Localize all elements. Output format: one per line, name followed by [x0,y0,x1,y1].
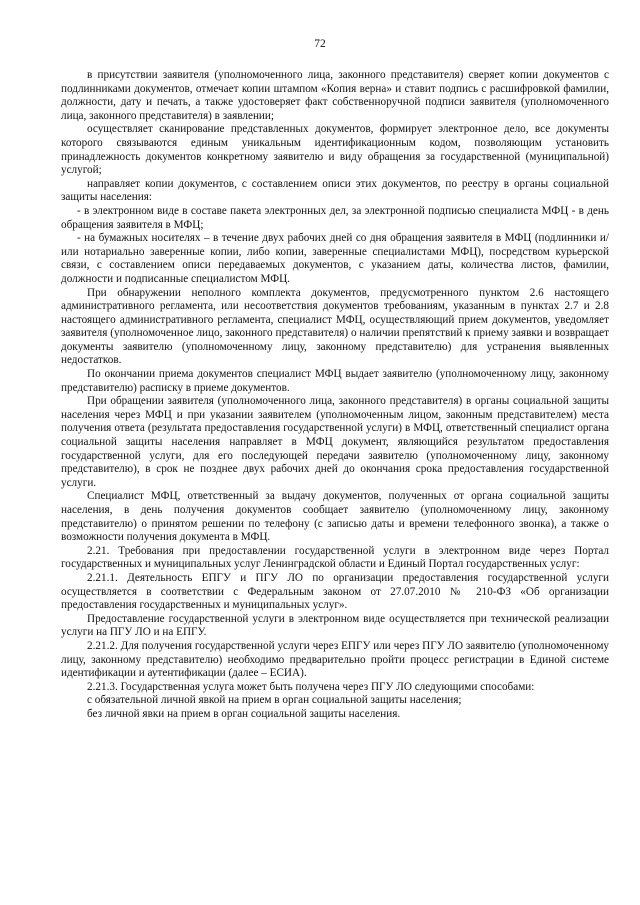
paragraph: - на бумажных носителях – в течение двух рабочих дней со дня обращения заявителя в МФЦ (подлинники и/или нотариально заверенные копии, либо копии, заверенные специалистами МФЦ), посредством курьерской связи, с составлением описи передаваемых документов, с указанием даты, количества листов, фамилии, должности и подписанные специалистом МФЦ. [61,232,609,285]
paragraph: без личной явки на прием в орган социальной защиты населения. [87,707,401,720]
page-number: 72 [314,38,326,50]
paragraph: 2.21. Требования при предоставлении государственной услуги в электронном виде через Портал государственных и муниципальных услуг Ленинградской области и Единый Портал государственных услуг: [61,544,609,571]
paragraph: При обнаружении неполного комплекта документов, предусмотренного пунктом 2.6 настоящего административного регламента, или несоответствия документов требованиям, указанным в пунктах 2.7 и 2.8 настоящего административного регламента, специалист МФЦ, осуществляющий прием документов, уведомляет заявителя (уполномоченное лицо, законного представителя) о наличии препятствий к приему заявки и возвращает документы заявителю (уполномоченному лицу, законному представителю) для устранения выявленных недостатков. [61,286,609,367]
paragraph: При обращении заявителя (уполномоченного лица, законного представителя) в органы социальной защиты населения через МФЦ и при указании заявителем (уполномоченным лицом, законным представителем) места получения ответа (результата предоставления государственной услуги) в МФЦ, ответственный специалист органа социальной защиты населения направляет в МФЦ документ, являющийся результатом предоставления государственной услуги, для его последующей передачи заявителю (уполномоченному лицу, законному представителю), в срок не позднее двух рабочих дней до окончания срока предоставления государственной услуги. [61,395,609,489]
paragraph: с обязательной личной явкой на прием в орган социальной защиты населения; [87,694,462,707]
paragraph: 2.21.2. Для получения государственной услуги через ЕПГУ или через ПГУ ЛО заявителю (уполномоченному лицу, законному представителю) необходимо предварительно пройти процесс регистрации в Единой системе идентификации и аутентификации (далее – ЕСИА). [61,639,609,680]
paragraph: направляет копии документов, с составлением описи этих документов, по реестру в органы социальной защиты населения: [61,177,609,204]
paragraph: осуществляет сканирование представленных документов, формирует электронное дело, все документы которого связываются единым уникальным идентификационным кодом, позволяющим установить принадлежность документов конкретному заявителю и виду обращения за государственной (муниципальной) услугой; [61,123,609,177]
paragraph: - в электронном виде в составе пакета электронных дел, за электронной подписью специалиста МФЦ - в день обращения заявителя в МФЦ; [61,204,609,231]
paragraph: Предоставление государственной услуги в электронном виде осуществляется при технической реализации услуги на ПГУ ЛО и на ЕПГУ. [61,612,609,639]
document-body [61,69,609,722]
paragraph: 2.21.1. Деятельность ЕПГУ и ПГУ ЛО по организации предоставления государственной услуги осуществляется в соответствии с Федеральным законом от 27.07.2010 № 210-ФЗ «Об организации предоставления государственных и муниципальных услуг». [61,571,609,612]
paragraph: Специалист МФЦ, ответственный за выдачу документов, полученных от органа социальной защиты населения, в день получения документов сообщает заявителю (уполномоченному лицу, законному представителю) о принятом решении по телефону (с записью даты и времени телефонного звонка), а также о возможности получения документа в МФЦ. [61,490,609,544]
paragraph: 2.21.3. Государственная услуга может быть получена через ПГУ ЛО следующими способами: [87,680,535,693]
paragraph: По окончании приема документов специалист МФЦ выдает заявителю (уполномоченному лицу, законному представителю) расписку в приеме документов. [61,368,609,394]
paragraph: в присутствии заявителя (уполномоченного лица, законного представителя) сверяет копии документов с подлинниками документов, отмечает копии штампом «Копия верна» и ставит подпись с расшифровкой фамилии, должности, дату и печать, а также удостоверяет факт собственноручной подписи заявителя (уполномоченного лица, законного представителя) в заявлении; [61,69,609,122]
